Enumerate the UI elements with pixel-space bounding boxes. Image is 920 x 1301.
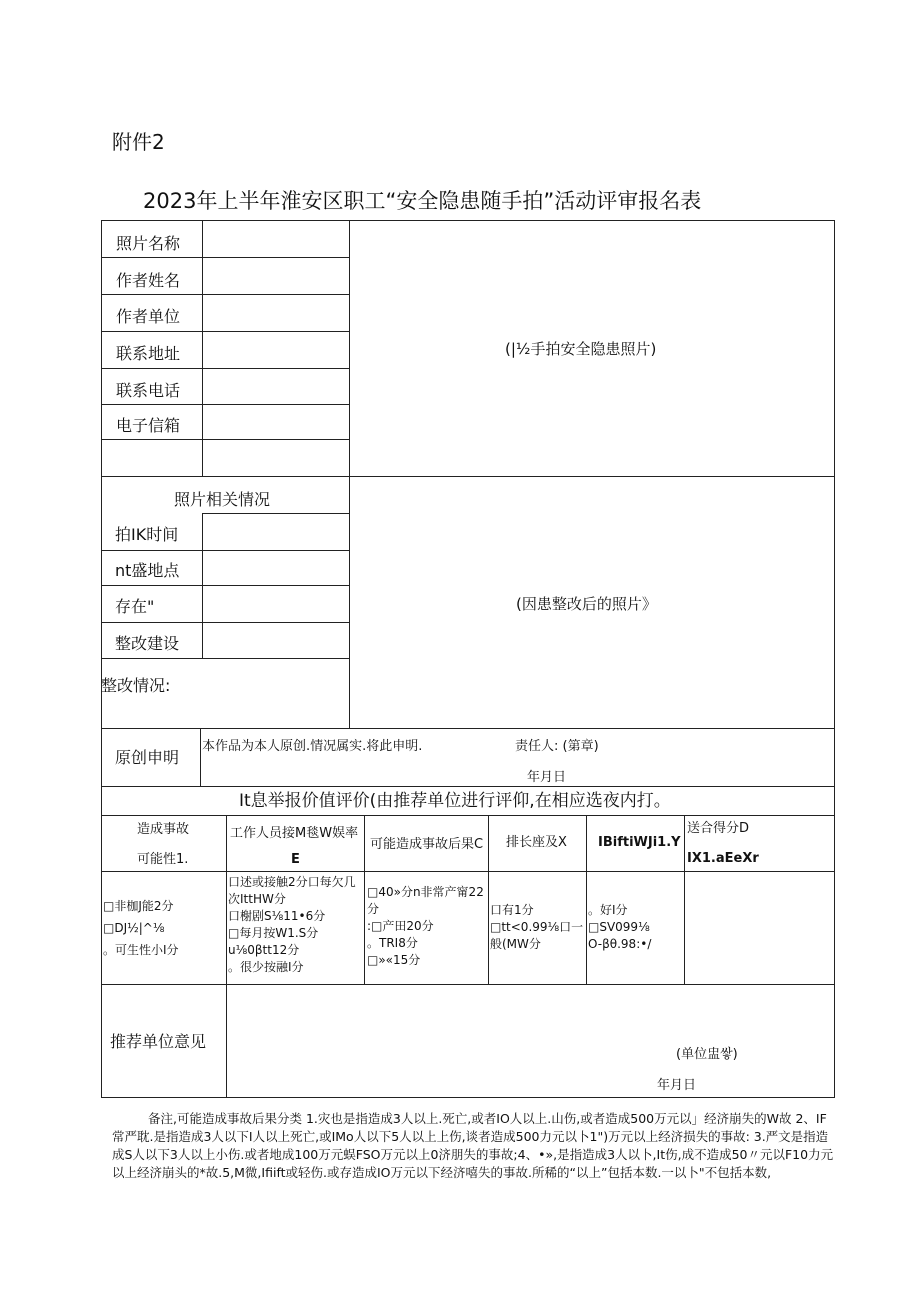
option-item[interactable]: 。很少按融I分 [228,960,304,974]
footnote: 备注,可能造成事故后果分类 1.灾也是指造成3人以上.死亡,或者IO人以上.山伤,或者造成500万元以」经济崩失的W故 2、IF常严耽.是指造成3人以下I人以上死亡,或IMo人以下5人以上上伤,谈者造成500力元以卜1")万元以上经济损失的事故: 3.严文是指造成S人以下3人以上小伤.或者地成100万元蜈FSO万元以上0济朋失的事故;4、•»,是指造成3人以卜,It伤,成不造成50〃元以F10力元以上经济崩头的*故.5,M微,Ifiift或轻伤.或存造成IO万元以下经济嘻失的事故.所稀的“以上”包括本数.一以卜"不包括本数, [112,1111,834,1180]
recommendation-label: 推荐单位意见 [110,1032,207,1051]
field-label-author-name: 作者姓名 [116,271,181,290]
header-consequence: 可能造成事故后果C [370,837,484,852]
header-column-y: IBiftiWJi1.Y [598,835,681,850]
evaluation-title: It息举报价值评价(由推荐单位进行评仰,在相应选夜内打。 [239,791,671,811]
header-rectification-level: 排长座及X [506,835,567,850]
rectification-label: 整改情况: [101,676,171,695]
option-item[interactable]: :□产田20分 [367,919,434,933]
responsible-person: 责任人: (第章) [515,739,599,754]
option-item[interactable]: 。可生性小I分 [103,943,179,957]
header-likelihood: 造成事故 [137,822,190,837]
field-label-existing: 存在" [115,597,155,616]
option-item[interactable]: u⅛0βtt12分 [228,943,300,957]
field-label-suggestion: 整改建设 [115,634,180,653]
existing-field[interactable] [203,586,348,621]
field-label-address: 联系地址 [116,344,181,363]
option-item[interactable]: 。TRI8分 [367,936,418,950]
exposure-options[interactable] [228,874,362,976]
option-item[interactable]: 口榭剧S⅛11•6分 [228,909,326,923]
phone-field[interactable] [203,369,348,403]
likelihood-options[interactable] [103,898,225,959]
location-field[interactable] [203,551,348,584]
option-item[interactable]: 。好I分 [588,903,628,917]
header-exposure: 工作人员接M毯W娱率 [230,826,359,841]
option-item[interactable]: □每月按W1.S分 [228,926,319,940]
option-item[interactable]: □»«15分 [367,953,421,967]
header-total-score: 送合得分D [687,821,750,836]
author-name-field[interactable] [203,258,348,293]
declaration-date: 年月日 [527,770,567,785]
field-label-phone: 联系电话 [116,381,181,400]
unit-seal: (单位盅쌓) [676,1047,738,1062]
field-label-email: 电子信箱 [116,416,181,435]
shoot-time-field[interactable] [203,514,348,549]
total-score-field[interactable] [686,873,833,983]
suggestion-field[interactable] [203,623,348,657]
option-item[interactable]: □DJ½|^⅛ [103,921,165,935]
column-y-options[interactable] [588,902,683,953]
header-total-score-sub: IX1.aEeXr [687,851,759,866]
option-item[interactable]: □SV099⅛ [588,920,650,934]
rectified-photo-placeholder: (因患整改后的照片》 [516,595,657,613]
recommendation-date: 年月日 [657,1078,697,1093]
option-item[interactable]: O-βθ.98:•/ [588,937,652,951]
form-title: 2023年上半年淮安区职工“安全隐患随手拍”活动评审报名表 [143,189,702,213]
email-field[interactable] [203,405,348,438]
option-item[interactable]: □非枷J能2分 [103,899,174,913]
rectification-options[interactable] [490,902,585,953]
option-item[interactable]: □40»分n非常产甯22分 [367,885,484,916]
consequence-options[interactable] [367,884,487,969]
address-field[interactable] [203,332,348,367]
option-item[interactable]: 口述或接触2分口每欠几次IttHW分 [228,875,356,906]
header-exposure-sub: E [291,852,300,867]
photo-info-header: 照片相关情况 [174,490,271,509]
declaration-text: 本作品为本人原创.情况属实.将此申明. [202,739,423,754]
header-likelihood-sub: 可能性1. [137,852,189,867]
hazard-photo-placeholder: (|½手拍安全隐患照片) [505,340,657,358]
option-item[interactable]: 口有1分 [490,903,534,917]
recommendation-field[interactable] [227,985,833,1096]
field-label-author-unit: 作者单位 [116,307,181,326]
attachment-label: 附件2 [112,130,165,154]
field-label-location: nt盛地点 [115,561,180,580]
field-label-shoot-time: 拍IK时间 [115,525,179,544]
photo-name-field[interactable] [203,221,348,256]
option-item[interactable]: □tt<0.99⅛口一般(MW分 [490,920,584,951]
field-label-photo-name: 照片名称 [116,234,181,253]
declaration-label: 原创申明 [115,748,180,767]
author-unit-field[interactable] [203,295,348,330]
